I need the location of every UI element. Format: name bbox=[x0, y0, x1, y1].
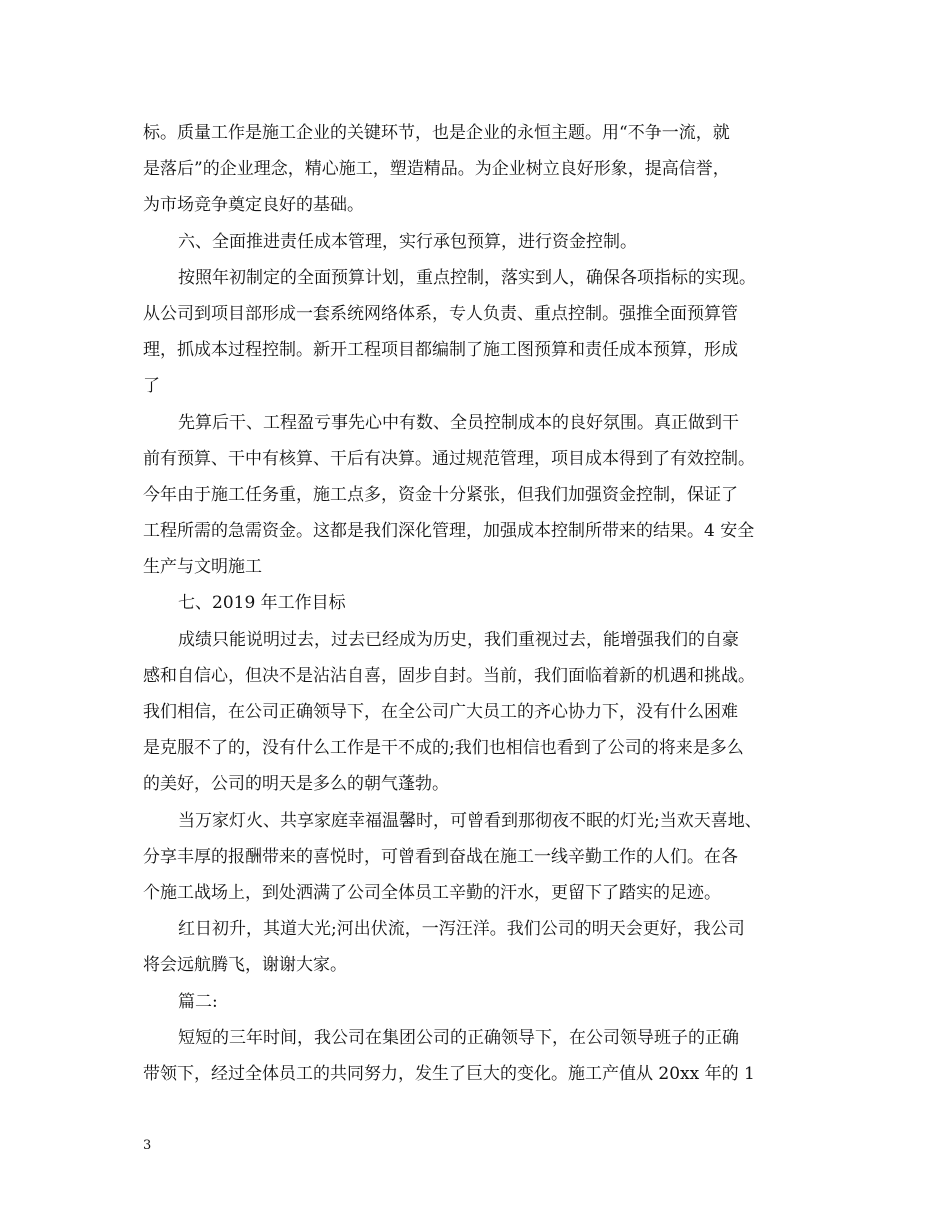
text-line: 标。质量工作是施工企业的关键环节，也是企业的永恒主题。用“不争一流，就 bbox=[143, 123, 730, 143]
text-line: 前有预算、干中有核算、干后有决算。通过规范管理，项目成本得到了有效控制。 bbox=[143, 448, 755, 469]
text-line: 红日初升，其道大光;河出伏流，一泻汪洋。我们公司的明天会更好，我公司 bbox=[178, 919, 745, 940]
text-line: 我们相信，在公司正确领导下，在全公司广大员工的齐心协力下，没有什么困难 bbox=[143, 702, 738, 722]
section-heading: 篇二: bbox=[178, 991, 218, 1012]
text-line: 的美好，公司的明天是多么的朝气蓬勃。 bbox=[143, 774, 449, 795]
text-line: 将会远航腾飞，谢谢大家。 bbox=[143, 955, 347, 976]
text-line: 按照年初制定的全面预算计划，重点控制，落实到人，确保各项指标的实现。 bbox=[178, 267, 756, 288]
text-line: 短短的三年时间，我公司在集团公司的正确领导下，在公司领导班子的正确 bbox=[178, 1027, 739, 1048]
text-line: 当万家灯火、共享家庭幸福温馨时，可曾看到那彻夜不眠的灯光;当欢天喜地、 bbox=[178, 810, 762, 831]
text-line: 感和自信心，但决不是沾沾自喜，固步自封。当前，我们面临着新的机遇和挑战。 bbox=[143, 665, 755, 686]
page-number: 3 bbox=[143, 1138, 152, 1153]
text-line: 成绩只能说明过去，过去已经成为历史，我们重视过去，能增强我们的自豪 bbox=[178, 629, 739, 650]
text-line: 是克服不了的，没有什么工作是干不成的;我们也相信也看到了公司的将来是多么 bbox=[143, 738, 744, 759]
section-heading: 七、2019 年工作目标 bbox=[178, 593, 346, 614]
text-line: 先算后干、工程盈亏事先心中有数、全员控制成本的良好氛围。真正做到干 bbox=[178, 412, 739, 433]
body-text bbox=[143, 115, 815, 1092]
text-line: 今年由于施工任务重，施工点多，资金十分紧张，但我们加强资金控制，保证了 bbox=[143, 484, 738, 505]
text-line: 带领下，经过全体员工的共同努力，发生了巨大的变化。施工产值从 20xx 年的 1 bbox=[143, 1063, 755, 1084]
text-line: 工程所需的急需资金。这都是我们深化管理，加强成本控制所带来的结果。4 安全 bbox=[143, 521, 755, 542]
text-line: 理，抓成本过程控制。新开工程项目都编制了施工图预算和责任成本预算，形成 bbox=[143, 340, 738, 361]
section-heading: 六、全面推进责任成本管理，实行承包预算，进行资金控制。 bbox=[178, 231, 637, 252]
text-line: 分享丰厚的报酬带来的喜悦时，可曾看到奋战在施工一线辛勤工作的人们。在各 bbox=[143, 846, 738, 867]
text-line: 生产与文明施工 bbox=[143, 557, 262, 578]
text-line: 是落后”的企业理念，精心施工，塑造精品。为企业树立良好形象，提高信誉， bbox=[143, 159, 730, 180]
text-line: 从公司到项目部形成一套系统网络体系，专人负责、重点控制。强推全面预算管 bbox=[143, 303, 738, 324]
text-line: 了 bbox=[143, 376, 160, 397]
text-line: 个施工战场上，到处洒满了公司全体员工辛勤的汗水，更留下了踏实的足迹。 bbox=[143, 882, 721, 903]
text-line: 为市场竞争奠定良好的基础。 bbox=[143, 195, 364, 216]
